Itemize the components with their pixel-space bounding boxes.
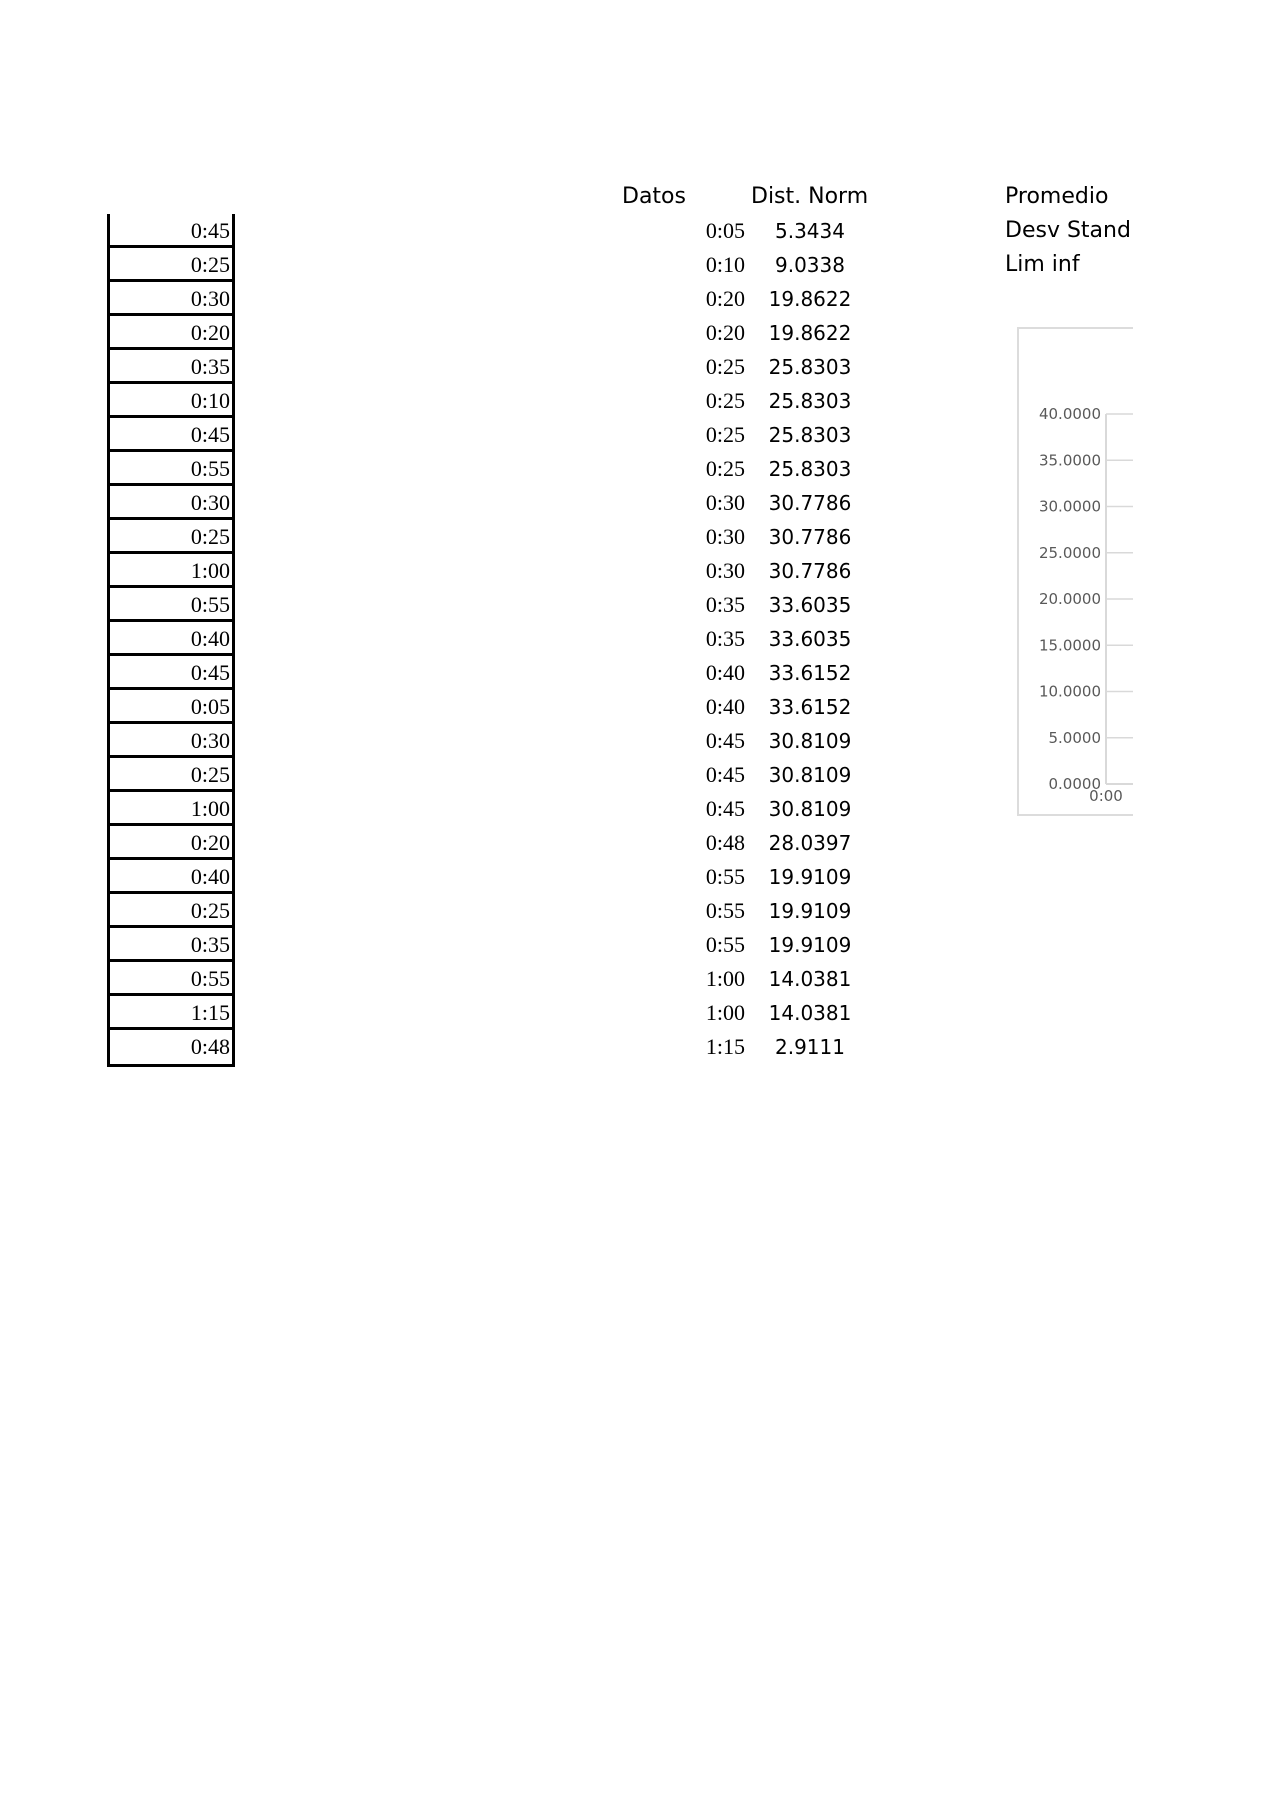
dist-norm-value: 25.8303 xyxy=(768,457,852,481)
dist-norm-value: 14.0381 xyxy=(768,1001,852,1025)
promedio-label: Promedio xyxy=(1005,184,1109,209)
datos-value: 0:48 xyxy=(705,830,745,855)
dist-norm-value: 33.6035 xyxy=(768,593,852,617)
data-row xyxy=(680,758,880,792)
datos-value: 0:45 xyxy=(705,728,745,753)
y-tick-label: 20.0000 xyxy=(1038,590,1101,608)
data-row xyxy=(680,316,880,350)
dist-norm-value: 33.6152 xyxy=(768,661,852,685)
datos-value: 0:35 xyxy=(705,626,745,651)
time-cell: 0:45 xyxy=(110,214,232,248)
dist-norm-value: 14.0381 xyxy=(768,967,852,991)
time-cell: 0:25 xyxy=(110,248,232,282)
time-cell: 0:48 xyxy=(190,1034,230,1059)
datos-value: 1:00 xyxy=(705,1000,745,1025)
datos-value: 0:40 xyxy=(705,660,745,685)
data-row xyxy=(680,452,880,486)
datos-value: 0:20 xyxy=(705,286,745,311)
dist-norm-header: Dist. Norm xyxy=(751,184,869,209)
dist-norm-value: 33.6152 xyxy=(768,695,852,719)
data-row xyxy=(680,350,880,384)
datos-value: 0:55 xyxy=(705,864,745,889)
datos-value: 0:10 xyxy=(705,252,745,277)
dist-norm-value: 30.8109 xyxy=(768,763,852,787)
data-row xyxy=(680,1030,880,1064)
datos-value: 0:25 xyxy=(705,456,745,481)
dist-norm-value: 30.8109 xyxy=(768,729,852,753)
data-table xyxy=(680,214,880,1064)
data-row xyxy=(680,962,880,996)
time-cell: 0:45 xyxy=(110,418,232,452)
dist-norm-value: 30.7786 xyxy=(768,525,852,549)
datos-value: 0:45 xyxy=(705,796,745,821)
y-tick-label: 5.0000 xyxy=(1048,728,1101,747)
dist-norm-value: 30.7786 xyxy=(768,491,852,515)
datos-value: 0:45 xyxy=(705,762,745,787)
dist-norm-value: 19.9109 xyxy=(768,899,852,923)
time-cell: 0:20 xyxy=(110,826,232,860)
time-cell: 1:15 xyxy=(110,996,232,1030)
data-row xyxy=(680,520,880,554)
datos-value: 0:35 xyxy=(705,592,745,617)
time-cell: 0:25 xyxy=(110,894,232,928)
datos-value: 0:25 xyxy=(705,354,745,379)
datos-value: 0:40 xyxy=(705,694,745,719)
data-row xyxy=(680,656,880,690)
data-row xyxy=(680,894,880,928)
y-tick-label: 30.0000 xyxy=(1038,497,1101,516)
dist-norm-value: 33.6035 xyxy=(768,627,852,651)
x-tick-label: 0:00 xyxy=(1089,787,1123,805)
data-row xyxy=(680,928,880,962)
times-column xyxy=(107,214,235,1067)
data-row xyxy=(680,724,880,758)
data-row xyxy=(680,996,880,1030)
datos-value: 0:55 xyxy=(705,898,745,923)
dist-norm-value: 19.8622 xyxy=(768,321,852,345)
datos-value: 0:25 xyxy=(705,388,745,413)
dist-norm-value: 2.9111 xyxy=(775,1035,845,1059)
time-cell: 0:35 xyxy=(110,350,232,384)
data-row xyxy=(680,622,880,656)
time-cell: 0:55 xyxy=(110,452,232,486)
time-cell: 0:40 xyxy=(110,622,232,656)
data-row xyxy=(680,418,880,452)
data-row xyxy=(680,214,880,248)
data-row xyxy=(680,860,880,894)
data-row xyxy=(680,384,880,418)
data-row xyxy=(680,248,880,282)
data-row xyxy=(680,486,880,520)
datos-value: 0:30 xyxy=(705,490,745,515)
datos-value: 1:00 xyxy=(705,966,745,991)
datos-value: 0:20 xyxy=(705,320,745,345)
datos-value: 0:30 xyxy=(705,558,745,583)
time-cell: 0:55 xyxy=(110,962,232,996)
time-cell: 1:00 xyxy=(110,792,232,826)
time-cell: 0:30 xyxy=(110,724,232,758)
time-cell: 0:35 xyxy=(110,928,232,962)
desv-stand-label: Desv Stand xyxy=(1005,218,1131,243)
y-tick-label: 10.0000 xyxy=(1038,682,1101,701)
dist-norm-value: 30.8109 xyxy=(768,797,852,821)
time-cell: 0:30 xyxy=(110,282,232,316)
dist-norm-value: 28.0397 xyxy=(768,831,852,855)
time-cell: 0:30 xyxy=(110,486,232,520)
dist-norm-value: 25.8303 xyxy=(768,355,852,379)
dist-norm-value: 25.8303 xyxy=(768,423,852,447)
dist-norm-value: 19.9109 xyxy=(768,865,852,889)
dist-norm-value: 19.9109 xyxy=(768,933,852,957)
data-row xyxy=(680,690,880,724)
time-cell: 0:10 xyxy=(110,384,232,418)
time-cell: 0:20 xyxy=(110,316,232,350)
dist-norm-value: 25.8303 xyxy=(768,389,852,413)
data-row xyxy=(680,588,880,622)
time-cell: 0:25 xyxy=(110,520,232,554)
data-row xyxy=(680,792,880,826)
datos-value: 0:55 xyxy=(705,932,745,957)
dist-norm-value: 9.0338 xyxy=(775,253,845,277)
time-cell: 0:40 xyxy=(110,860,232,894)
datos-value: 0:25 xyxy=(705,422,745,447)
dist-norm-value: 5.3434 xyxy=(775,219,845,243)
datos-value: 1:15 xyxy=(705,1034,745,1059)
datos-header: Datos xyxy=(622,184,686,209)
chart-svg xyxy=(1019,329,1133,816)
dist-norm-value: 30.7786 xyxy=(768,559,852,583)
y-tick-label: 25.0000 xyxy=(1038,543,1101,562)
y-tick-label: 35.0000 xyxy=(1038,451,1101,470)
data-row xyxy=(680,554,880,588)
y-tick-label: 0.0000 xyxy=(1048,775,1101,793)
y-tick-label: 15.0000 xyxy=(1038,636,1101,655)
time-cell: 0:55 xyxy=(110,588,232,622)
datos-value: 0:30 xyxy=(705,524,745,549)
time-cell: 0:45 xyxy=(110,656,232,690)
lim-inf-label: Lim inf xyxy=(1005,252,1080,277)
data-row xyxy=(680,826,880,860)
dist-norm-value: 19.8622 xyxy=(768,287,852,311)
time-cell: 0:25 xyxy=(110,758,232,792)
data-row xyxy=(680,282,880,316)
time-cell: 0:05 xyxy=(110,690,232,724)
chart-area[interactable] xyxy=(1017,327,1133,816)
y-tick-label: 40.0000 xyxy=(1038,405,1101,423)
datos-value: 0:05 xyxy=(705,218,745,243)
time-cell: 1:00 xyxy=(110,554,232,588)
